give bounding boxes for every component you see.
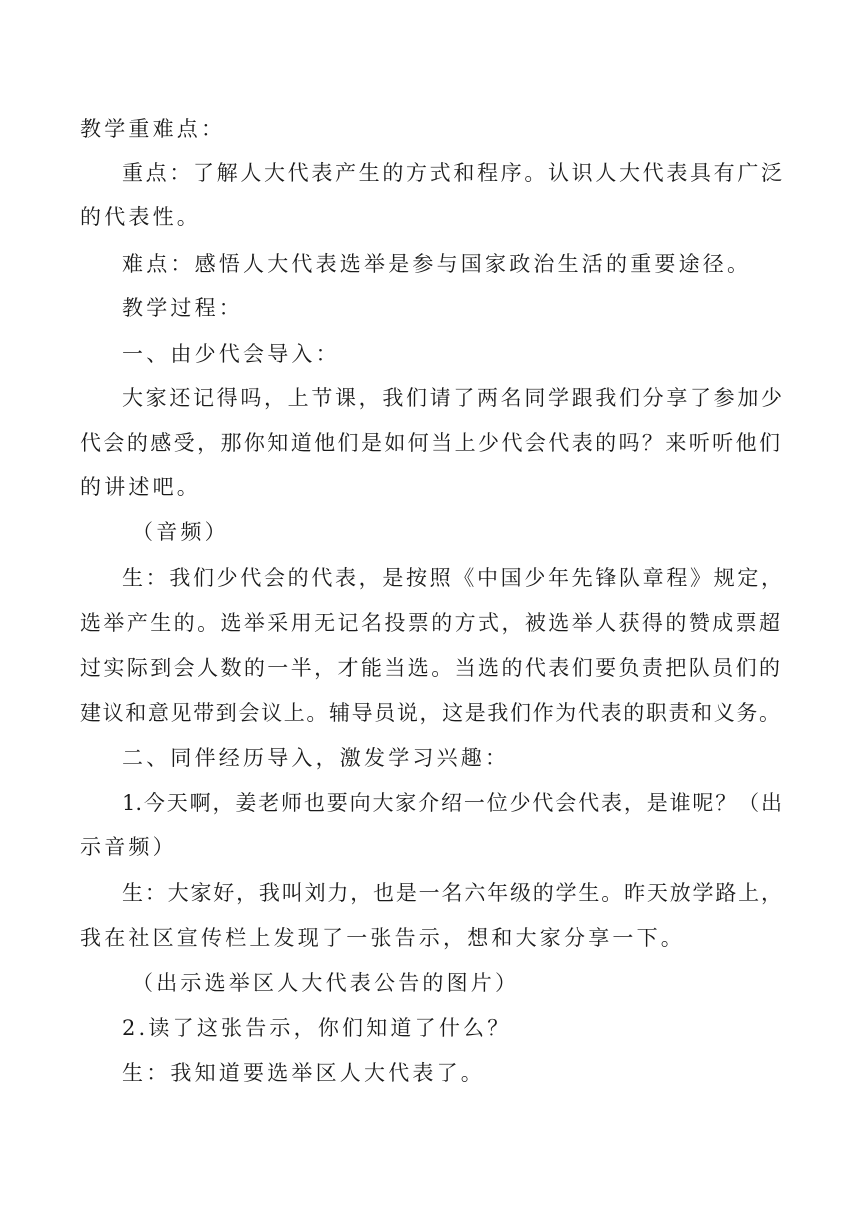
paragraph-key-point-line-2: 的代表性。 xyxy=(80,205,201,229)
paragraph-intro-line-1: 大家还记得吗，上节课，我们请了两名同学跟我们分享了参加少 xyxy=(122,386,782,410)
paragraph-student-line-3: 过实际到会人数的一半，才能当选。当选的代表们要负责把队员们的 xyxy=(80,656,780,680)
section-heading-process: 教学过程： xyxy=(122,296,243,320)
section-heading-key-points: 教学重难点： xyxy=(80,117,226,141)
paragraph-student-line-1: 生：我们少代会的代表，是按照《中国少年先锋队章程》规定， xyxy=(122,566,782,590)
audio-note: （音频） xyxy=(132,520,229,544)
paragraph-key-point-line-1: 重点：了解人大代表产生的方式和程序。认识人大代表具有广泛 xyxy=(122,161,782,185)
section-heading-part-two: 二、同伴经历导入，激发学习兴趣： xyxy=(122,746,510,770)
student-answer: 生：我知道要选举区人大代表了。 xyxy=(122,1061,485,1085)
paragraph-liuli-line-1: 生：大家好，我叫刘力，也是一名六年级的学生。昨天放学路上， xyxy=(122,881,782,905)
paragraph-teacher-line-2: 示音频） xyxy=(80,835,177,859)
section-heading-part-one: 一、由少代会导入： xyxy=(122,342,340,366)
paragraph-teacher-line-1: 1.今天啊，姜老师也要向大家介绍一位少代会代表，是谁呢？（出 xyxy=(122,791,782,815)
image-note: （出示选举区人大代表公告的图片） xyxy=(132,971,520,995)
paragraph-liuli-line-2: 我在社区宣传栏上发现了一张告示，想和大家分享一下。 xyxy=(80,926,685,950)
paragraph-intro-line-3: 的讲述吧。 xyxy=(80,475,201,499)
paragraph-intro-line-2: 代会的感受，那你知道他们是如何当上少代会代表的吗？来听听他们 xyxy=(80,431,780,455)
question-two: 2.读了这张告示，你们知道了什么？ xyxy=(122,1016,512,1040)
paragraph-student-line-4: 建议和意见带到会议上。辅导员说，这是我们作为代表的职责和义务。 xyxy=(80,701,780,725)
paragraph-difficulty: 难点：感悟人大代表选举是参与国家政治生活的重要途径。 xyxy=(122,252,752,276)
paragraph-student-line-2: 选举产生的。选举采用无记名投票的方式，被选举人获得的赞成票超 xyxy=(80,611,780,635)
